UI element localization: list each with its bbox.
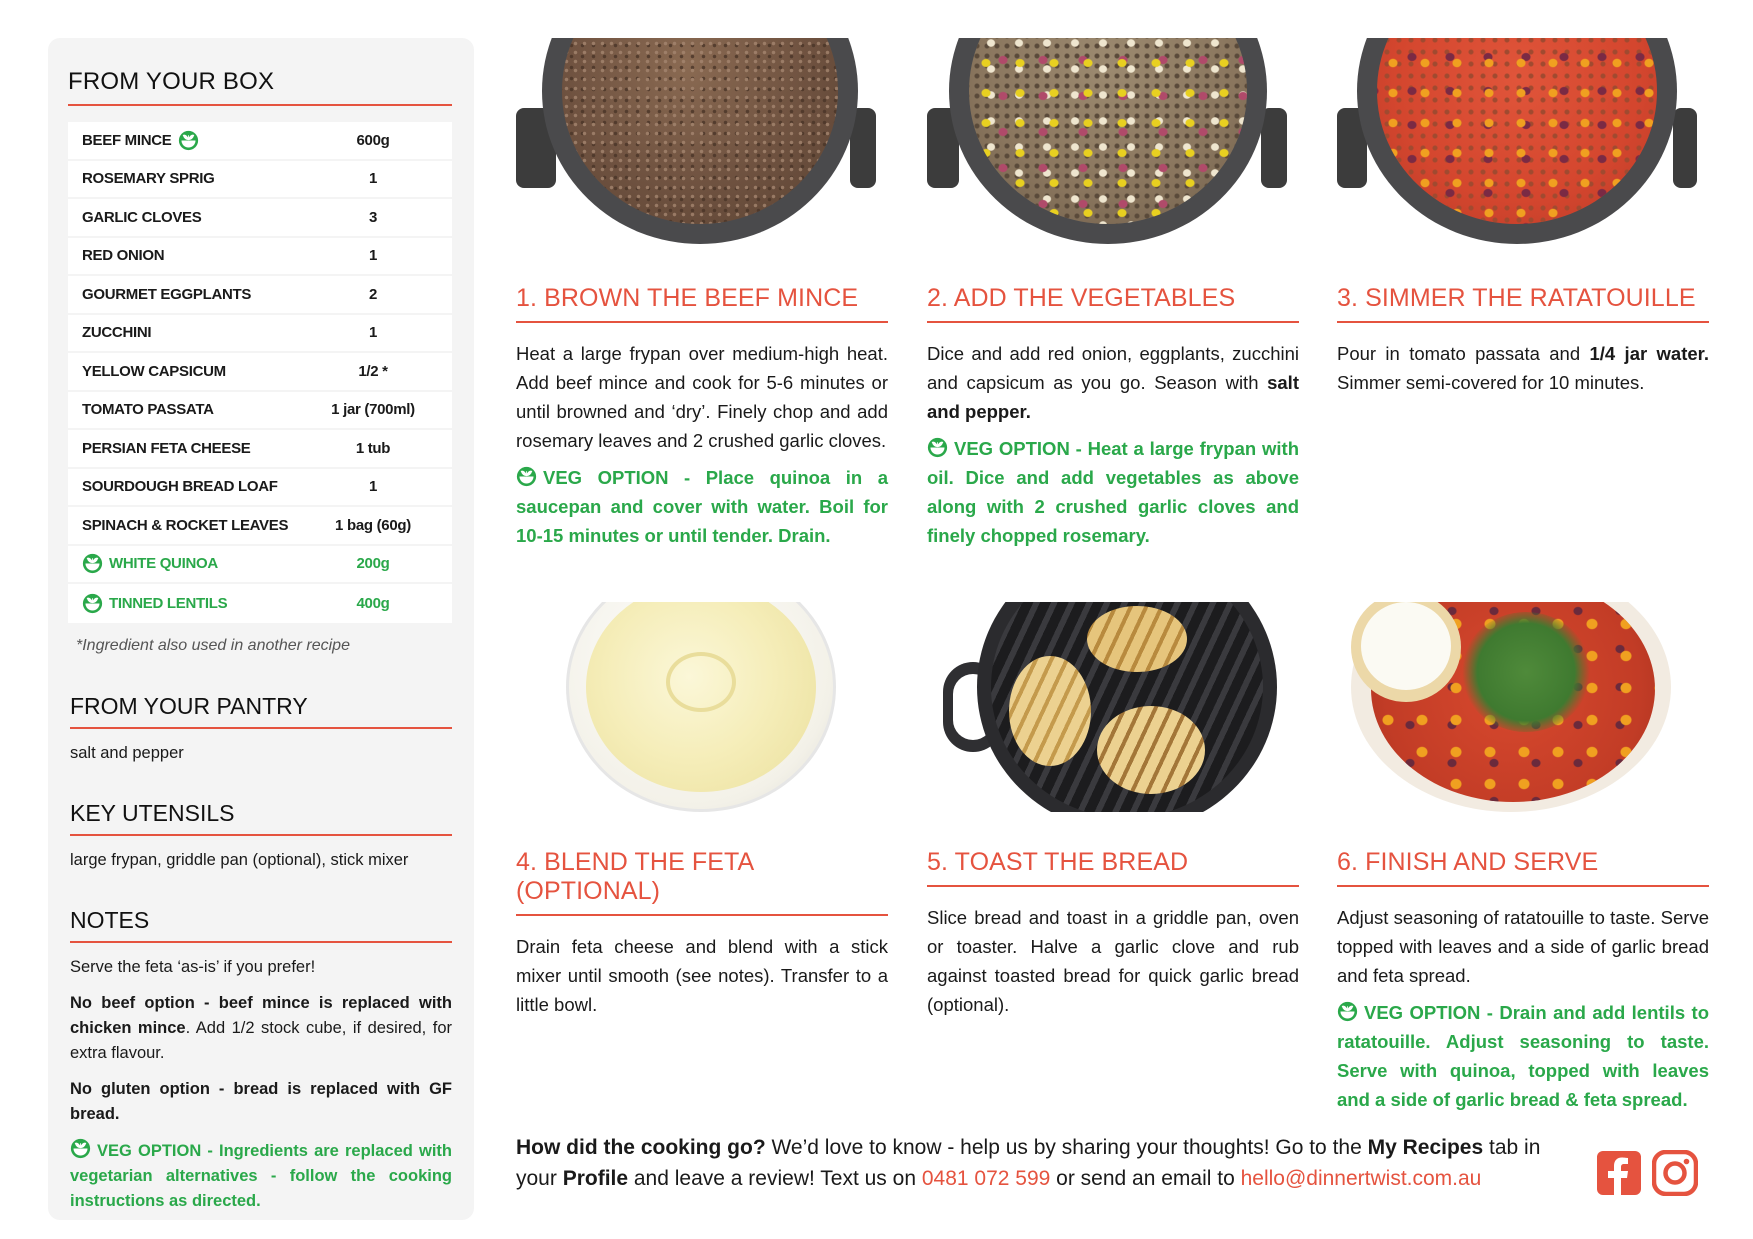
step-6-image — [1337, 602, 1697, 812]
utensils-text: large frypan, griddle pan (optional), stick mixer — [70, 850, 409, 869]
step-1-body: Heat a large frypan over medium-high heat. Add beef mince and cook for 5-6 minutes or until browned and ‘dry’. Finely chop and add rosemary leaves and 2 crushed garlic cloves. — [516, 343, 888, 451]
ingredient-row — [68, 238, 452, 277]
step-2-body-text: Dice and add red onion, eggplants, zucchini and capsicum as you go. Season with — [927, 343, 1299, 393]
from-box-title: FROM YOUR BOX — [68, 68, 452, 106]
ingredient-qty: 1 — [368, 478, 378, 496]
step-2-image — [927, 38, 1287, 248]
ingredient-qty: 1 — [368, 247, 378, 265]
step-3-body-text: Pour in tomato passata and — [1337, 343, 1590, 364]
veg-icon — [70, 1138, 91, 1159]
ingredient-row-veg — [68, 546, 452, 585]
step-1 — [516, 38, 888, 550]
step-1-image — [516, 38, 876, 248]
ingredient-row — [68, 122, 452, 161]
pantry-title: FROM YOUR PANTRY — [70, 693, 452, 729]
ingredient-qty: 1 — [368, 170, 378, 188]
ingredient-qty: 200g — [356, 555, 390, 573]
ingredient-footnote: *Ingredient also used in another recipe — [76, 636, 350, 654]
utensils-title: KEY UTENSILS — [70, 800, 452, 836]
ingredient-row — [68, 353, 452, 392]
step-2-veg — [927, 434, 1299, 550]
ingredient-qty: 3 — [368, 208, 378, 226]
footer-text-1: We’d love to know - help us by sharing your thoughts! Go to the — [765, 1136, 1368, 1159]
ingredient-row — [68, 430, 452, 469]
veg-icon — [178, 130, 199, 151]
ingredients-table — [68, 122, 452, 623]
step-3-image — [1337, 38, 1697, 248]
ingredient-name: BEEF MINCE — [82, 131, 172, 149]
note-veg-text: VEG OPTION - Ingredients are replaced with vegetarian alternatives - follow the cooking instructions as directed. — [70, 1141, 452, 1210]
footer-text-4: or send an email to — [1050, 1167, 1241, 1190]
ingredient-name: ROSEMARY SPRIG — [82, 170, 215, 188]
step-1-veg-text: VEG OPTION - Place quinoa in a saucepan and cover with water. Boil for 10-15 minutes or until tender. Drain. — [516, 467, 888, 546]
pantry-text: salt and pepper — [70, 743, 184, 762]
veg-icon — [927, 437, 948, 458]
footer-question: How did the cooking go? — [516, 1136, 766, 1159]
ingredient-name: RED ONION — [82, 247, 165, 265]
ingredient-qty: 600g — [356, 131, 390, 149]
ingredient-row-veg — [68, 584, 452, 623]
ingredient-row — [68, 315, 452, 354]
ingredient-row — [68, 276, 452, 315]
pantry-section — [68, 693, 452, 766]
note-no-beef — [70, 991, 452, 1066]
step-5-title: 5. TOAST THE BREAD — [927, 848, 1299, 887]
utensils-section — [68, 800, 452, 873]
step-5-body: Slice bread and toast in a griddle pan, oven or toaster. Halve a garlic clove and rub against toasted bread for quick garlic bread (optional). — [927, 907, 1299, 1015]
step-4-body: Drain feta cheese and blend with a stick mixer until smooth (see notes). Transfer to a little bowl. — [516, 936, 888, 1015]
note-no-beef-rest: . Add 1/2 stock cube, if desired, for extra flavour. — [70, 1018, 452, 1062]
ingredient-name: WHITE QUINOA — [109, 555, 218, 573]
step-2-body — [927, 339, 1299, 426]
ingredient-name: PERSIAN FETA CHEESE — [82, 439, 251, 457]
ingredient-row — [68, 199, 452, 238]
ingredient-name: SOURDOUGH BREAD LOAF — [82, 478, 278, 496]
step-3-body-bold: 1/4 jar water. — [1589, 343, 1709, 364]
ingredient-name: GARLIC CLOVES — [82, 208, 202, 226]
step-2-body-bold: salt and pepper. — [927, 372, 1299, 422]
veg-icon — [516, 466, 537, 487]
notes-section — [68, 907, 452, 1214]
step-5 — [927, 602, 1299, 1019]
ingredient-row — [68, 469, 452, 508]
phone-link[interactable]: 0481 072 599 — [921, 1167, 1051, 1190]
feedback-footer — [516, 1132, 1576, 1194]
instagram-icon[interactable] — [1652, 1150, 1698, 1196]
step-2-veg-text: VEG OPTION - Heat a large frypan with oil. Dice and add vegetables as above along with 2 crushed garlic cloves and finely chopped rosemary. — [927, 438, 1299, 546]
veg-icon — [82, 593, 103, 614]
facebook-icon[interactable] — [1596, 1150, 1642, 1196]
step-4 — [516, 602, 888, 1019]
ingredient-qty: 1 — [368, 324, 378, 342]
ingredient-qty: 1/2 * — [358, 362, 388, 380]
ingredient-name: ZUCCHINI — [82, 324, 152, 342]
veg-icon — [82, 553, 103, 574]
ingredient-name: GOURMET EGGPLANTS — [82, 285, 252, 303]
note-line: Serve the feta ‘as-is’ if you prefer! — [70, 957, 316, 976]
ingredient-qty: 1 tub — [355, 439, 391, 457]
ingredient-qty: 400g — [356, 594, 390, 612]
step-6-title: 6. FINISH AND SERVE — [1337, 848, 1709, 887]
note-no-gluten-bold: No gluten option - bread is replaced with GF bread. — [70, 1079, 452, 1123]
ingredient-name: YELLOW CAPSICUM — [82, 362, 226, 380]
email-link[interactable]: hello@dinnertwist.com.au — [1240, 1167, 1482, 1190]
step-1-title: 1. BROWN THE BEEF MINCE — [516, 284, 888, 323]
ingredient-row — [68, 507, 452, 546]
step-3 — [1337, 38, 1709, 397]
profile-link[interactable]: Profile — [562, 1167, 629, 1190]
step-3-body-post: Simmer semi-covered for 10 minutes. — [1337, 372, 1645, 393]
social-links — [1596, 1150, 1698, 1196]
ingredient-row — [68, 161, 452, 200]
footer-text-3: and leave a review! Text us on — [628, 1167, 922, 1190]
ingredient-qty: 1 jar (700ml) — [331, 401, 415, 419]
step-1-veg — [516, 463, 888, 550]
step-2 — [927, 38, 1299, 550]
notes-title: NOTES — [70, 907, 452, 943]
note-no-beef-bold: No beef option - beef mince is replaced with chicken mince — [70, 993, 452, 1037]
my-recipes-link[interactable]: My Recipes — [1367, 1136, 1484, 1159]
note-no-gluten — [70, 1077, 452, 1127]
veg-icon — [1337, 1001, 1358, 1022]
ingredient-qty: 1 bag (60g) — [335, 516, 411, 534]
step-3-body — [1337, 339, 1709, 397]
step-4-image — [516, 602, 876, 812]
ingredient-name: TINNED LENTILS — [109, 594, 228, 612]
footer-text-2: tab in your — [516, 1136, 1541, 1190]
ingredient-row — [68, 392, 452, 431]
step-4-title: 4. BLEND THE FETA (OPTIONAL) — [516, 848, 888, 916]
step-6 — [1337, 602, 1709, 1114]
note-veg — [70, 1138, 452, 1214]
step-5-image — [927, 602, 1287, 812]
ingredients-panel — [48, 38, 474, 1220]
step-3-title: 3. SIMMER THE RATATOUILLE — [1337, 284, 1709, 323]
ingredient-qty: 2 — [368, 285, 378, 303]
ingredient-name: SPINACH & ROCKET LEAVES — [82, 516, 289, 534]
step-6-veg — [1337, 998, 1709, 1114]
ingredient-name: TOMATO PASSATA — [82, 401, 214, 419]
step-6-veg-text: VEG OPTION - Drain and add lentils to ratatouille. Adjust seasoning to taste. Serve with quinoa, topped with leaves and a side of garlic bread & feta spread. — [1337, 1002, 1709, 1110]
step-2-title: 2. ADD THE VEGETABLES — [927, 284, 1299, 323]
step-6-body: Adjust seasoning of ratatouille to taste. Serve topped with leaves and a side of garlic bread and feta spread. — [1337, 907, 1709, 986]
